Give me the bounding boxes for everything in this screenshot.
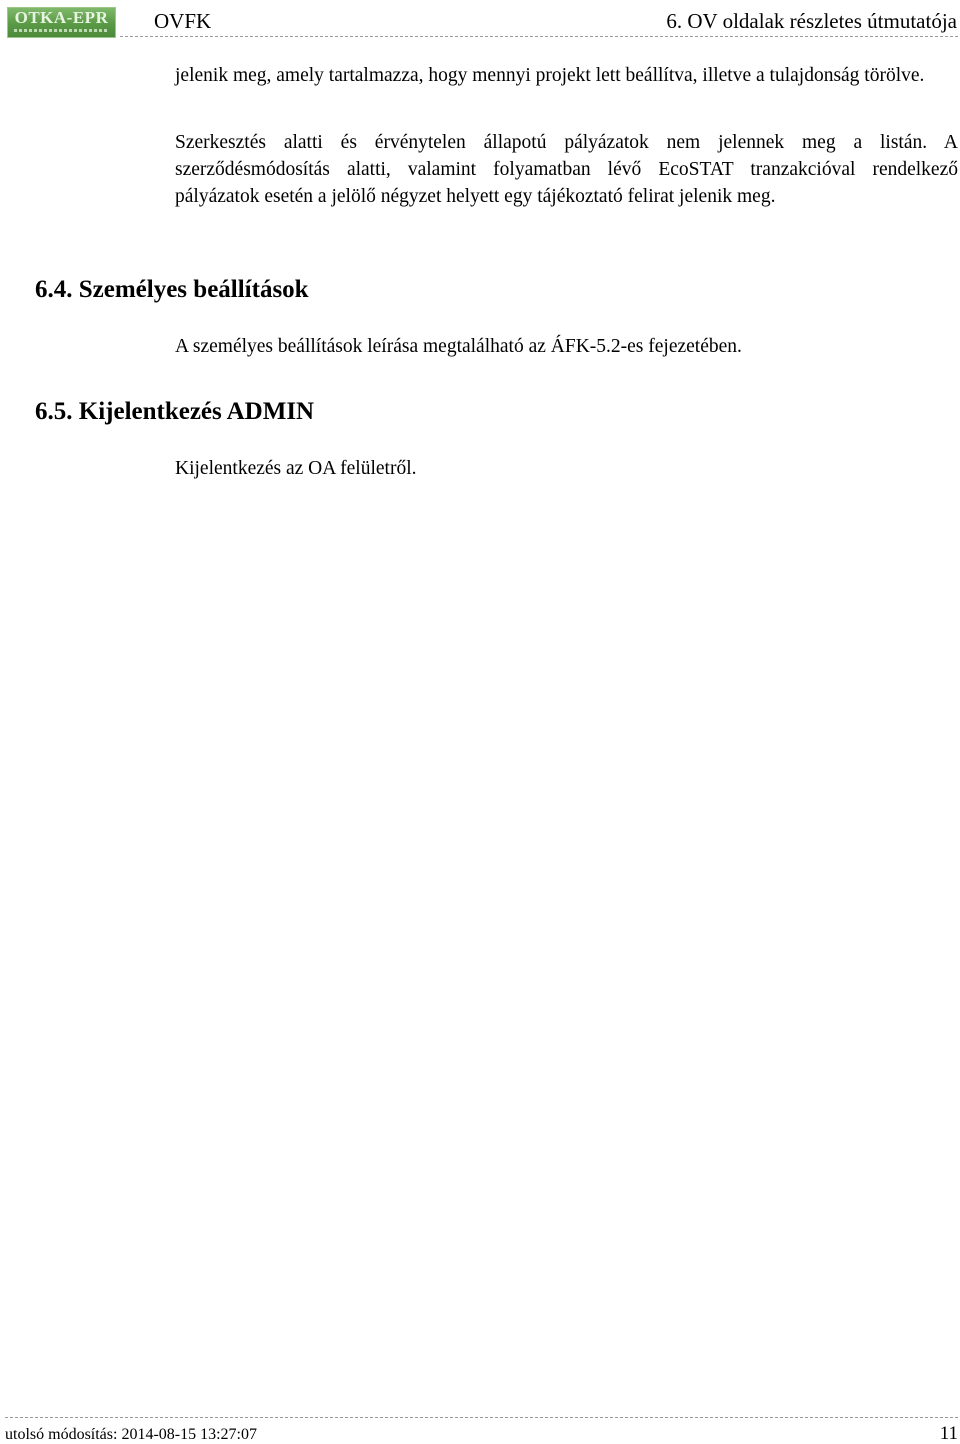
logo-text: OTKA-EPR [14, 8, 109, 27]
page-header [0, 0, 960, 40]
header-divider [120, 36, 958, 37]
logo-subtitle-stripe [14, 29, 109, 32]
last-modified-label: utolsó módosítás: 2014-08-15 13:27:07 [5, 1426, 257, 1443]
header-chapter-title: 6. OV oldalak részletes útmutatója [666, 9, 957, 33]
page-footer [0, 1400, 960, 1442]
footer-divider [5, 1417, 958, 1418]
header-org: OVFK [154, 9, 212, 33]
otka-epr-logo [7, 7, 116, 38]
page-number: 11 [939, 1423, 958, 1444]
section-heading-6-5: 6.5. Kijelentkezés ADMIN [35, 398, 315, 425]
paragraph-list-note: Szerkesztés alatti és érvénytelen állapotú pályázatok nem jelennek meg a listán. A szerződésmódosítás alatti, valamint folyamatban lévő EcoSTAT tranzakcióval rendelkező pályázatok esetén a jelölő négyzet helyett egy tájékoztató felirat jelenik meg. [175, 132, 958, 207]
section-text-6-4: A személyes beállítások leírása megtalálható az ÁFK-5.2-es fejezetében. [175, 336, 742, 357]
section-heading-6-4: 6.4. Személyes beállítások [35, 276, 309, 303]
paragraph-continued: jelenik meg, amely tartalmazza, hogy mennyi projekt lett beállítva, illetve a tulajdonság törölve. [175, 65, 925, 86]
section-text-6-5: Kijelentkezés az OA felületről. [175, 458, 417, 479]
